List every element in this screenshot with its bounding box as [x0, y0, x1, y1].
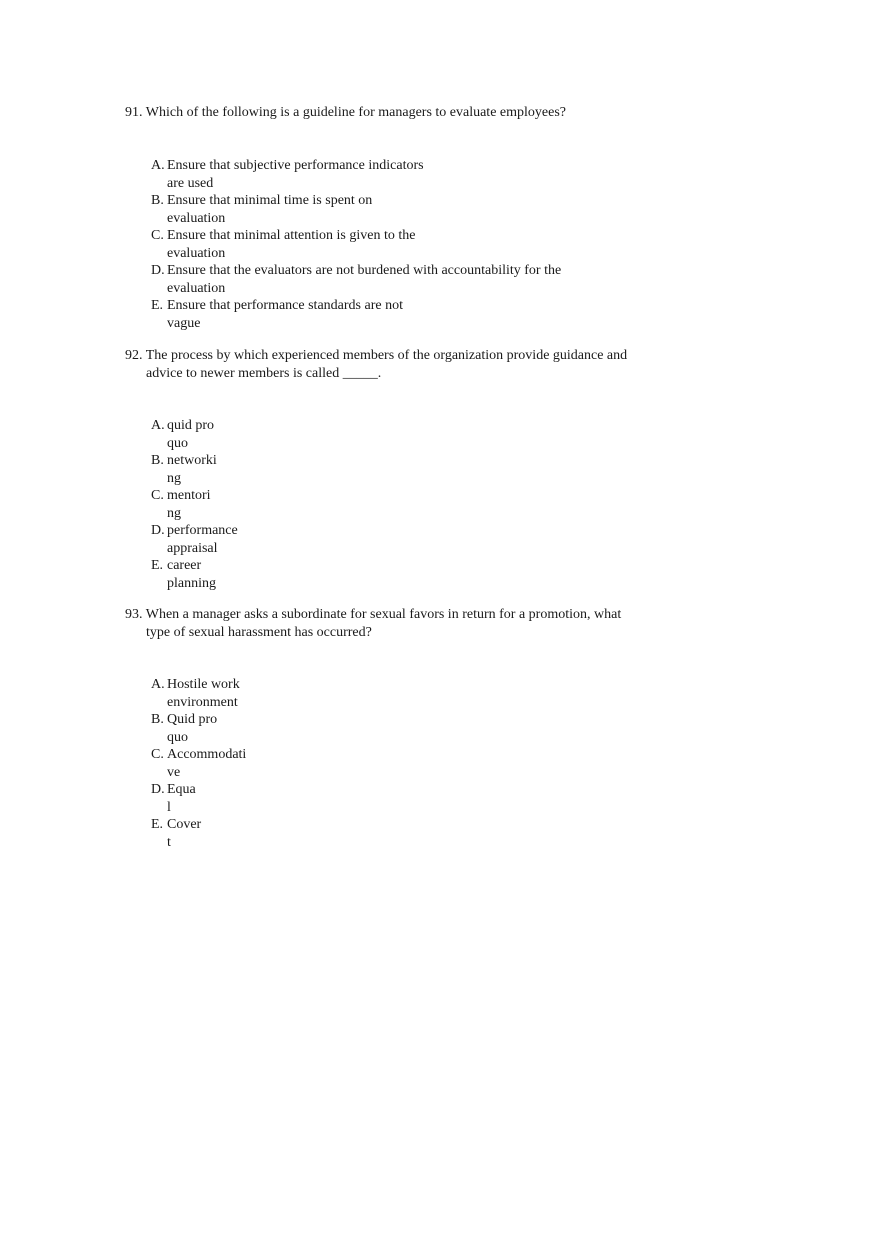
option-letter: B.	[151, 712, 164, 727]
option-text-line: Quid pro	[167, 712, 218, 727]
option-text-line: ng	[167, 505, 181, 521]
option-d	[151, 262, 561, 297]
option-text-line: evaluation	[167, 210, 226, 226]
option-text-line: vague	[167, 315, 201, 331]
option-e	[151, 297, 561, 332]
option-e	[151, 816, 246, 851]
option-text-line: planning	[167, 575, 216, 591]
option-text-line: Ensure that minimal attention is given to the	[167, 228, 416, 243]
option-text-line: Ensure that subjective performance indicators	[167, 158, 424, 173]
option-c	[151, 746, 246, 781]
question-stem	[125, 347, 627, 383]
option-text-line: are used	[167, 175, 214, 191]
option-text-line: networki	[167, 453, 217, 468]
option-text-line: t	[167, 834, 171, 850]
option-text-line: Equa	[167, 782, 196, 797]
question-number: 92.	[125, 348, 143, 363]
option-c	[151, 487, 238, 522]
option-e	[151, 557, 238, 592]
question-text-line: type of sexual harassment has occurred?	[146, 625, 372, 640]
option-text-line: environment	[167, 694, 238, 710]
option-text-line: ve	[167, 764, 181, 780]
option-text-line: l	[167, 799, 171, 815]
option-letter: B.	[151, 453, 164, 468]
option-a	[151, 417, 238, 452]
option-letter: A.	[151, 677, 165, 692]
option-text-line: mentori	[167, 488, 211, 503]
question-text-line: When a manager asks a subordinate for sexual favors in return for a promotion, what	[145, 607, 622, 622]
option-letter: D.	[151, 523, 165, 538]
option-letter: E.	[151, 298, 164, 313]
option-letter: E.	[151, 817, 164, 832]
option-letter: B.	[151, 193, 164, 208]
option-d	[151, 781, 246, 816]
option-text-line: quo	[167, 729, 188, 745]
option-text-line: evaluation	[167, 280, 226, 296]
option-text-line: quid pro	[167, 418, 215, 433]
option-a	[151, 157, 561, 192]
option-d	[151, 522, 238, 557]
question-text-line: The process by which experienced members of the organization provide guidance and	[145, 348, 628, 363]
option-text-line: Ensure that performance standards are not	[167, 298, 403, 313]
option-letter: D.	[151, 782, 165, 797]
option-letter: C.	[151, 747, 164, 762]
options-list	[151, 157, 561, 332]
option-letter: C.	[151, 228, 164, 243]
question-text-line: advice to newer members is called _____.	[146, 366, 382, 381]
option-text-line: Accommodati	[167, 747, 247, 762]
option-letter: A.	[151, 418, 165, 433]
option-b	[151, 192, 561, 227]
option-text-line: appraisal	[167, 540, 218, 556]
option-text-line: performance	[167, 523, 238, 538]
question-text-line: Which of the following is a guideline for managers to evaluate employees?	[145, 105, 566, 120]
option-c	[151, 227, 561, 262]
question-stem	[125, 606, 621, 642]
options-list	[151, 417, 238, 592]
option-letter: E.	[151, 558, 164, 573]
option-text-line: Ensure that minimal time is spent on	[167, 193, 373, 208]
option-text-line: Hostile work	[167, 677, 240, 692]
option-text-line: career	[167, 558, 202, 573]
option-text-line: ng	[167, 470, 181, 486]
question-number: 91.	[125, 105, 143, 120]
options-list	[151, 676, 246, 851]
option-text-line: Ensure that the evaluators are not burdened with accountability for the	[167, 263, 562, 278]
option-b	[151, 711, 246, 746]
question-stem	[125, 104, 566, 122]
option-a	[151, 676, 246, 711]
option-letter: C.	[151, 488, 164, 503]
option-text-line: Cover	[167, 817, 202, 832]
option-letter: D.	[151, 263, 165, 278]
option-text-line: quo	[167, 435, 188, 451]
option-text-line: evaluation	[167, 245, 226, 261]
option-b	[151, 452, 238, 487]
question-number: 93.	[125, 607, 143, 622]
option-letter: A.	[151, 158, 165, 173]
